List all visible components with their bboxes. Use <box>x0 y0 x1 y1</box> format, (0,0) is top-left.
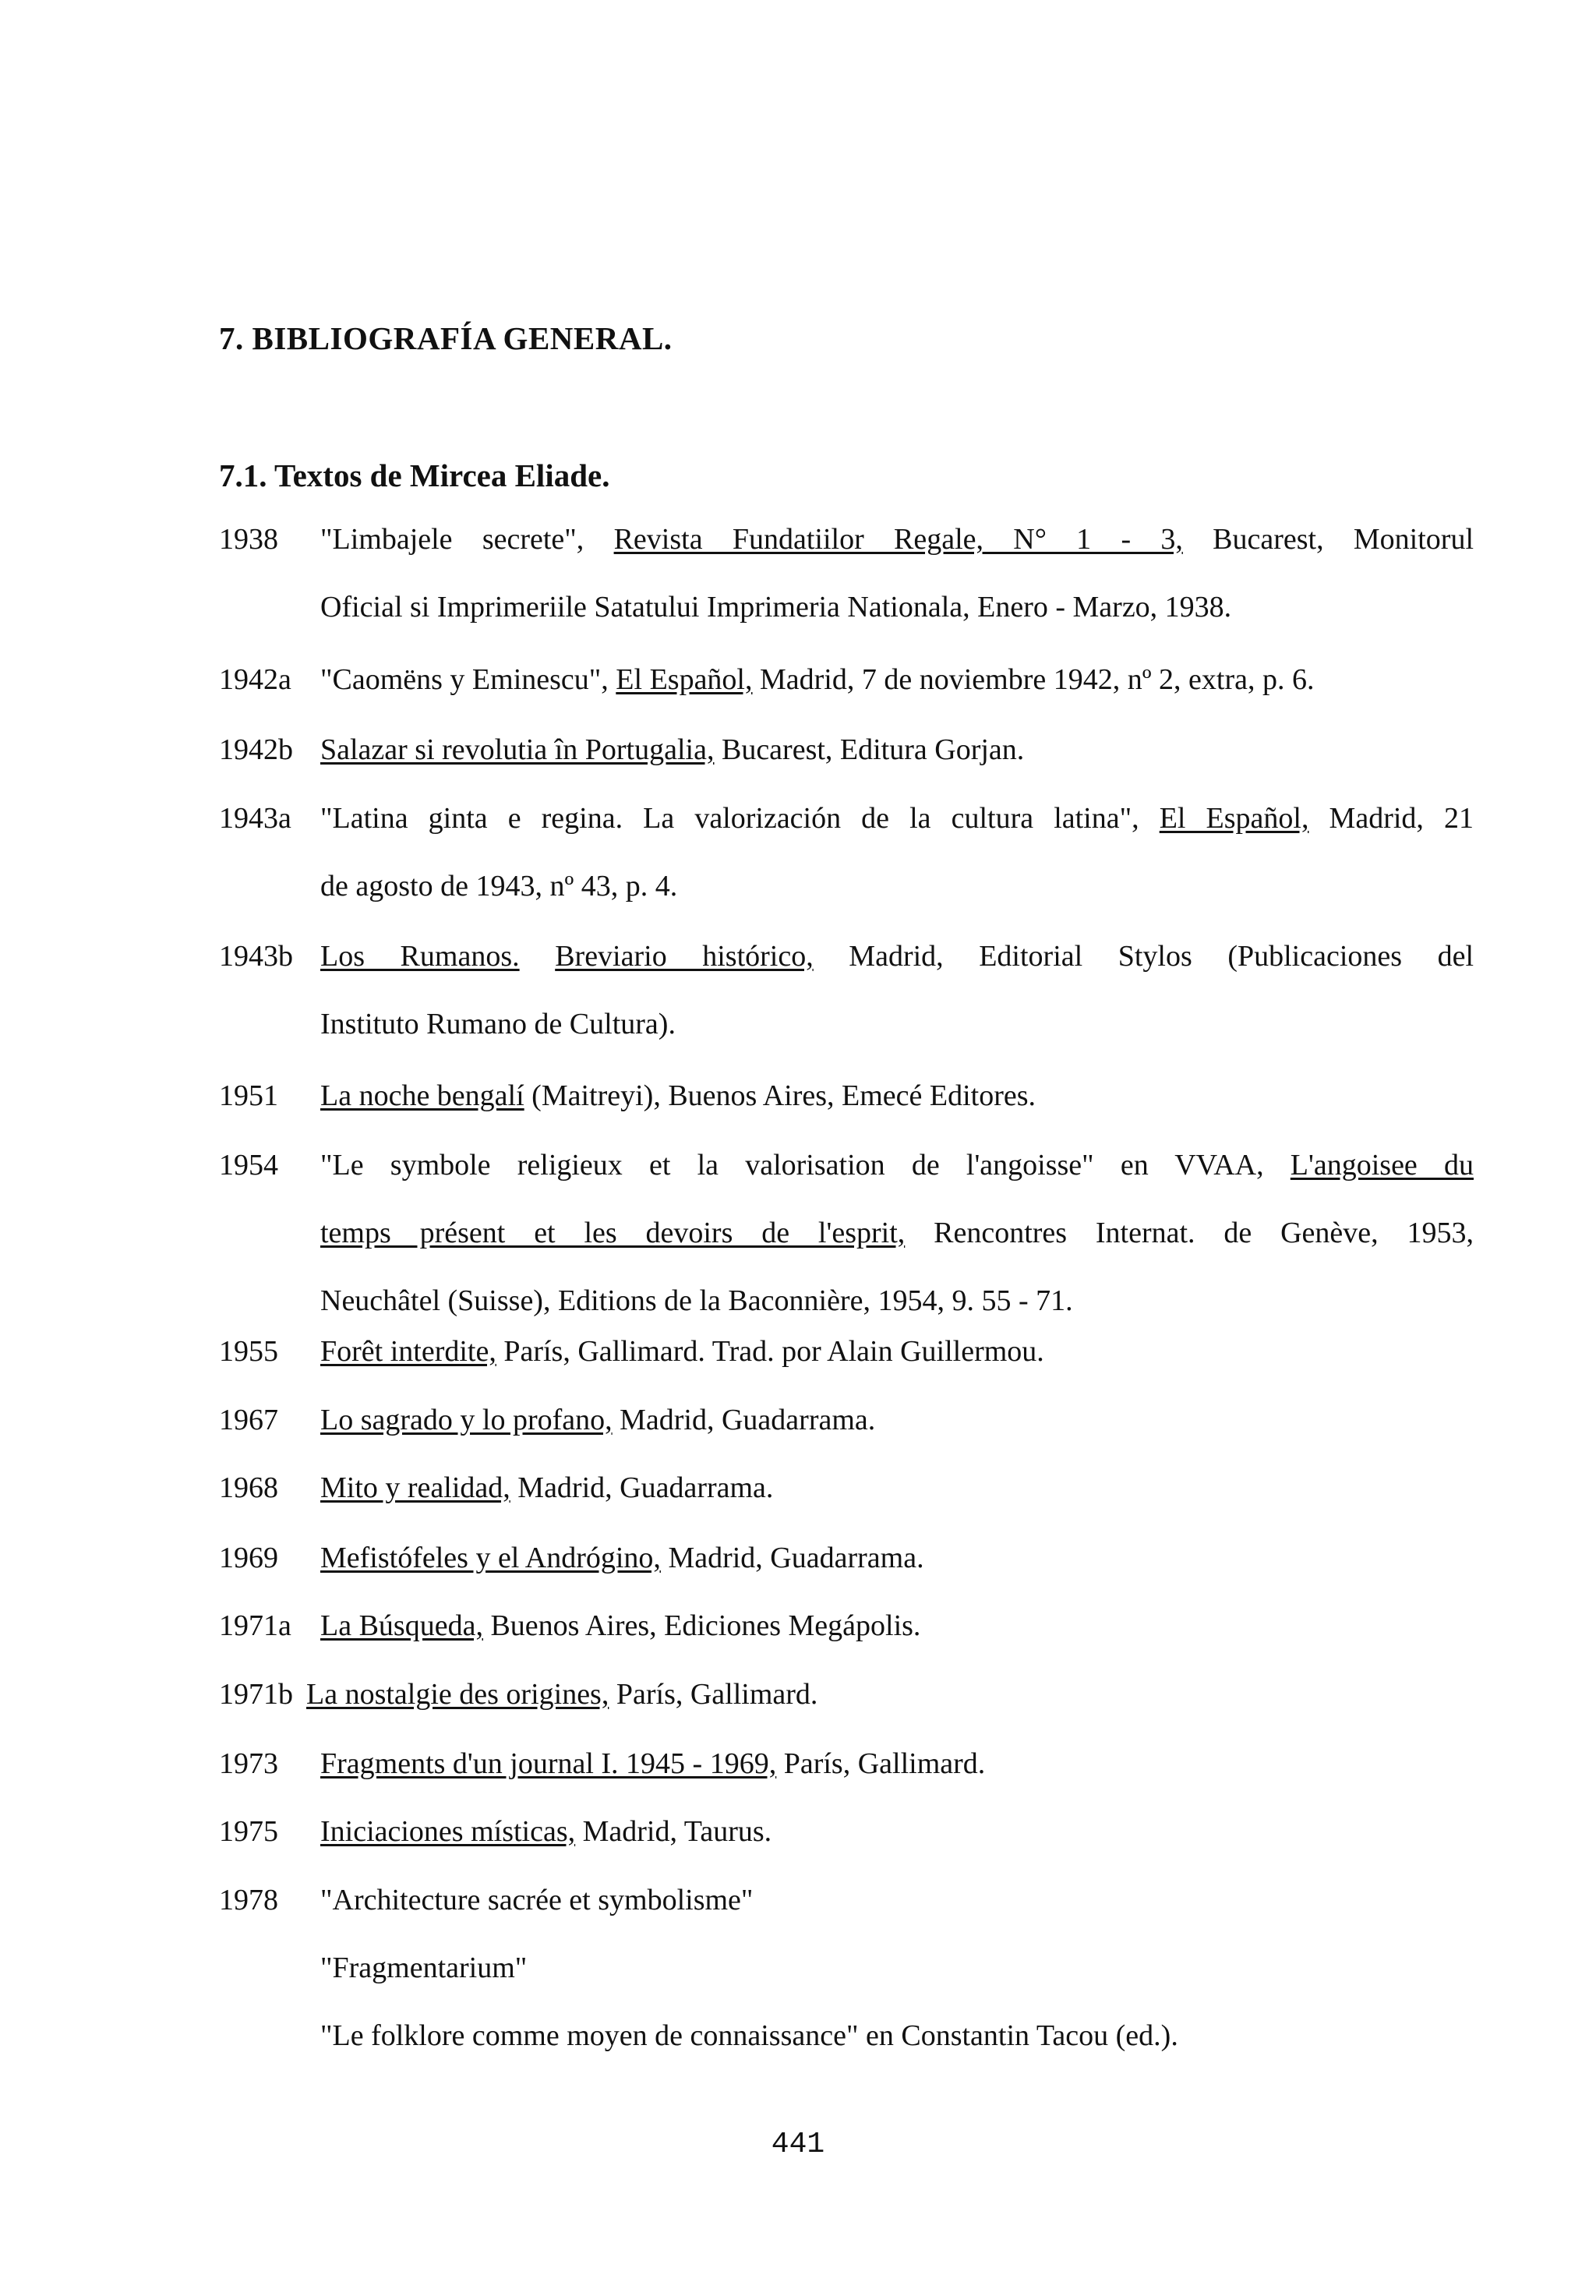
entry-title: Breviario histórico, <box>555 940 814 973</box>
entry-line <box>320 1607 920 1644</box>
page-number: 441 <box>771 2128 825 2161</box>
entry-title: Iniciaciones místicas, <box>320 1815 576 1848</box>
entry-text: "Caomëns y Eminescu", <box>320 663 616 696</box>
entry-text: Madrid, Editorial Stylos (Publicaciones del <box>813 940 1474 973</box>
entry-text: París, Gallimard. <box>776 1747 986 1780</box>
entry-text: Madrid, Guadarrama. <box>510 1471 774 1504</box>
entry-year: 1971b <box>219 1678 293 1711</box>
entry-line <box>320 1881 753 1919</box>
entry-line <box>320 1401 875 1439</box>
entry-line <box>320 2017 1178 2054</box>
entry-text: Oficial si Imprimeriile Satatului Imprimeria Nationala, Enero - Marzo, 1938. <box>320 591 1232 623</box>
entry-title: L'angoisee du <box>1290 1149 1474 1182</box>
entry-text: "Le folklore comme moyen de connaissance" en Constantin Tacou (ed.). <box>320 2019 1178 2052</box>
entry-title: La noche bengalí <box>320 1079 524 1112</box>
entry-line <box>320 1077 1036 1114</box>
entry-year: 1971a <box>219 1609 291 1642</box>
entry-title: Mefistófeles y el Andrógino, <box>320 1542 661 1574</box>
entry-title: Fragments d'un journal I. 1945 - 1969, <box>320 1747 777 1780</box>
entry-year: 1942a <box>219 663 291 696</box>
entry-title: La Búsqueda, <box>320 1609 483 1642</box>
entry-text: Buenos Aires, Ediciones Megápolis. <box>482 1609 921 1642</box>
entry-text: París, Gallimard. Trad. por Alain Guillermou. <box>496 1335 1044 1368</box>
entry-text: Neuchâtel (Suisse), Editions de la Baconnière, 1954, 9. 55 - 71. <box>320 1284 1073 1317</box>
entry-text: Bucarest, Editura Gorjan. <box>714 733 1025 766</box>
entry-year: 1968 <box>219 1471 278 1504</box>
entry-title: El Español, <box>1159 802 1309 835</box>
entry-text: Madrid, Guadarrama. <box>612 1404 876 1436</box>
entry-line <box>320 588 1231 626</box>
entry-line <box>320 1539 924 1577</box>
entry-line <box>320 938 1474 975</box>
entry-title: La nostalgie des origines, <box>306 1678 609 1711</box>
entry-text: Madrid, 7 de noviembre 1942, nº 2, extra, p. 6. <box>752 663 1315 696</box>
entry-year: 1938 <box>219 523 278 556</box>
entry-year: 1943a <box>219 802 291 835</box>
entry-year: 1973 <box>219 1747 278 1780</box>
entry-year: 1943b <box>219 940 293 973</box>
section-title: 7. BIBLIOGRAFÍA GENERAL. <box>219 320 673 356</box>
entry-text: Madrid, Guadarrama. <box>660 1542 924 1574</box>
entry-title: Lo sagrado y lo profano, <box>320 1404 613 1436</box>
entry-title: temps présent et les devoirs de l'esprit, <box>320 1217 906 1249</box>
entry-line <box>320 800 1474 837</box>
entry-year: 1975 <box>219 1815 278 1848</box>
entry-text: Madrid, Taurus. <box>575 1815 772 1848</box>
entry-line <box>320 521 1474 558</box>
entry-text: Bucarest, Monitorul <box>1182 523 1474 556</box>
entry-line <box>320 1949 527 1987</box>
entry-title: Revista Fundatiilor Regale, N° 1 - 3, <box>613 523 1183 556</box>
entry-line <box>320 1469 773 1507</box>
entry-text: Rencontres Internat. de Genève, 1953, <box>905 1217 1474 1249</box>
entry-line <box>320 1214 1474 1252</box>
entry-line <box>306 1676 817 1713</box>
entry-line <box>320 1282 1073 1319</box>
entry-text: "Architecture sacrée et symbolisme" <box>320 1884 754 1916</box>
entry-text: París, Gallimard. <box>609 1678 818 1711</box>
entry-year: 1954 <box>219 1149 278 1182</box>
entry-line <box>320 1813 772 1850</box>
entry-year: 1942b <box>219 733 293 766</box>
entry-year: 1967 <box>219 1404 278 1436</box>
entry-text: de agosto de 1943, nº 43, p. 4. <box>320 870 678 903</box>
entry-title: Forêt interdite, <box>320 1335 496 1368</box>
entry-title: Mito y realidad, <box>320 1471 510 1504</box>
entry-line <box>320 1005 676 1043</box>
entry-line <box>320 1745 985 1782</box>
entry-text: Instituto Rumano de Cultura). <box>320 1008 676 1040</box>
entry-year: 1951 <box>219 1079 278 1112</box>
entry-line <box>320 731 1024 768</box>
entry-text <box>520 940 556 973</box>
entry-text: (Maitreyi), Buenos Aires, Emecé Editores. <box>524 1079 1036 1112</box>
entry-line <box>320 1146 1474 1184</box>
entry-year: 1955 <box>219 1335 278 1368</box>
entry-line <box>320 867 677 905</box>
entry-year: 1969 <box>219 1542 278 1574</box>
entry-text: "Limbajele secrete", <box>320 523 614 556</box>
entry-text: "Latina ginta e regina. La valorización de la cultura latina", <box>320 802 1160 835</box>
entry-text: "Le symbole religieux et la valorisation de l'angoisse" en VVAA, <box>320 1149 1291 1182</box>
entry-line <box>320 661 1314 698</box>
subsection-title: 7.1. Textos de Mircea Eliade. <box>219 457 610 493</box>
entry-year: 1978 <box>219 1884 278 1916</box>
entry-title: Salazar si revolutia în Portugalia, <box>320 733 715 766</box>
entry-title: El Español, <box>616 663 753 696</box>
entry-text: "Fragmentarium" <box>320 1952 528 1984</box>
entry-text: Madrid, 21 <box>1308 802 1474 835</box>
entry-title: Los Rumanos. <box>320 940 520 973</box>
entry-line <box>320 1333 1044 1370</box>
